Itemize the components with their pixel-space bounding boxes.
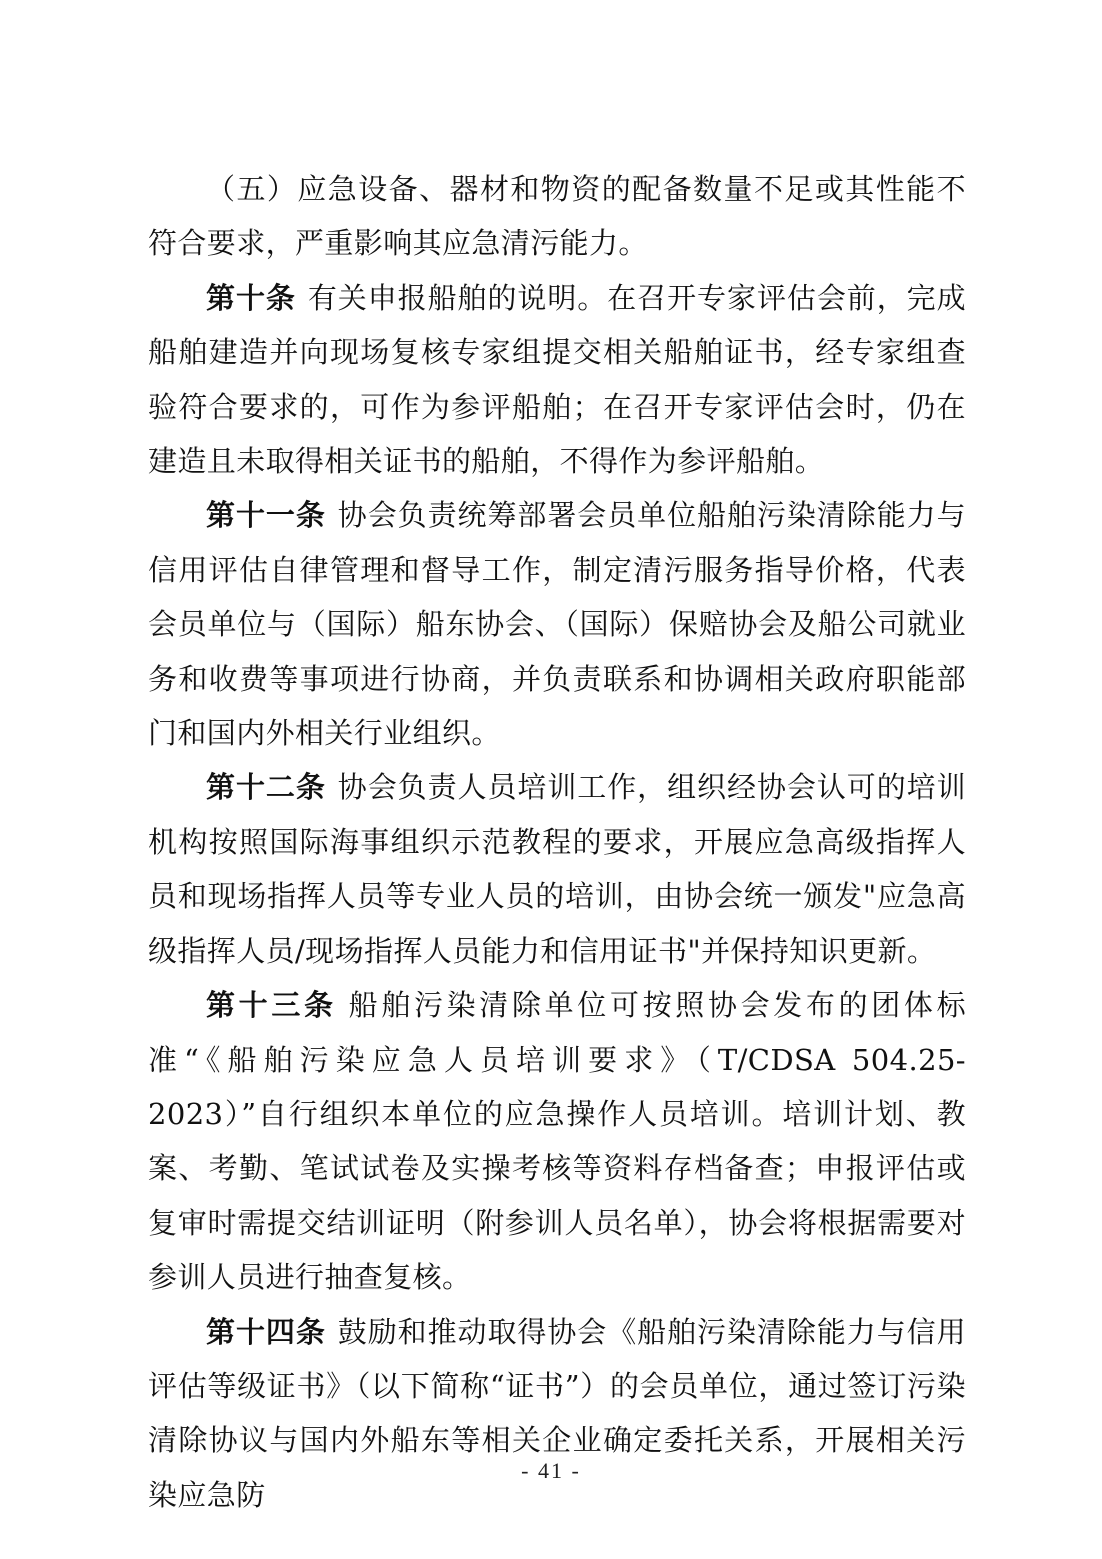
article-10	[148, 271, 966, 489]
article-text: 船舶污染清除单位可按照协会发布的团体标准“《船舶污染应急人员培训要求》（T/CDSA 504.25-2023）”自行组织本单位的应急操作人员培训。培训计划、教案、考勤、笔试试卷及实操考核等资料存档备查；申报评估或复审时需提交结训证明（附参训人员名单），协会将根据需要对参训人员进行抽查复核。	[148, 988, 966, 1295]
article-heading: 第十二条	[206, 770, 326, 805]
article-heading: 第十四条	[206, 1314, 326, 1349]
article-13	[148, 978, 966, 1304]
article-heading: 第十一条	[206, 498, 326, 533]
article-14	[148, 1305, 966, 1523]
article-text: 有关申报船舶的说明。在召开专家评估会前，完成船舶建造并向现场复核专家组提交相关船舶证书，经专家组查验符合要求的，可作为参评船舶；在召开专家评估会时，仍在建造且未取得相关证书的船舶，不得作为参评船舶。	[148, 280, 966, 479]
article-text: 协会负责统筹部署会员单位船舶污染清除能力与信用评估自律管理和督导工作，制定清污服务指导价格，代表会员单位与（国际）船东协会、（国际）保赔协会及船公司就业务和收费等事项进行协商，并负责联系和协调相关政府职能部门和国内外相关行业组织。	[148, 498, 966, 751]
page-number: - 41 -	[521, 1458, 581, 1483]
article-text: 鼓励和推动取得协会《船舶污染清除能力与信用评估等级证书》（以下简称“证书”）的会员单位，通过签订污染清除协议与国内外船东等相关企业确定委托关系，开展相关污染应急防	[148, 1314, 966, 1512]
paragraph-item-5	[148, 162, 966, 271]
body-text	[148, 162, 966, 1522]
article-text: 协会负责人员培训工作，组织经协会认可的培训机构按照国际海事组织示范教程的要求，开展应急高级指挥人员和现场指挥人员等专业人员的培训，由协会统一颁发"应急高级指挥人员/现场指挥人员能力和信用证书"并保持知识更新。	[148, 770, 966, 968]
paragraph-text: （五）应急设备、器材和物资的配备数量不足或其性能不符合要求，严重影响其应急清污能力。	[148, 172, 966, 261]
article-12	[148, 760, 966, 978]
article-heading: 第十条	[206, 280, 296, 315]
article-heading: 第十三条	[206, 988, 337, 1023]
article-11	[148, 488, 966, 760]
